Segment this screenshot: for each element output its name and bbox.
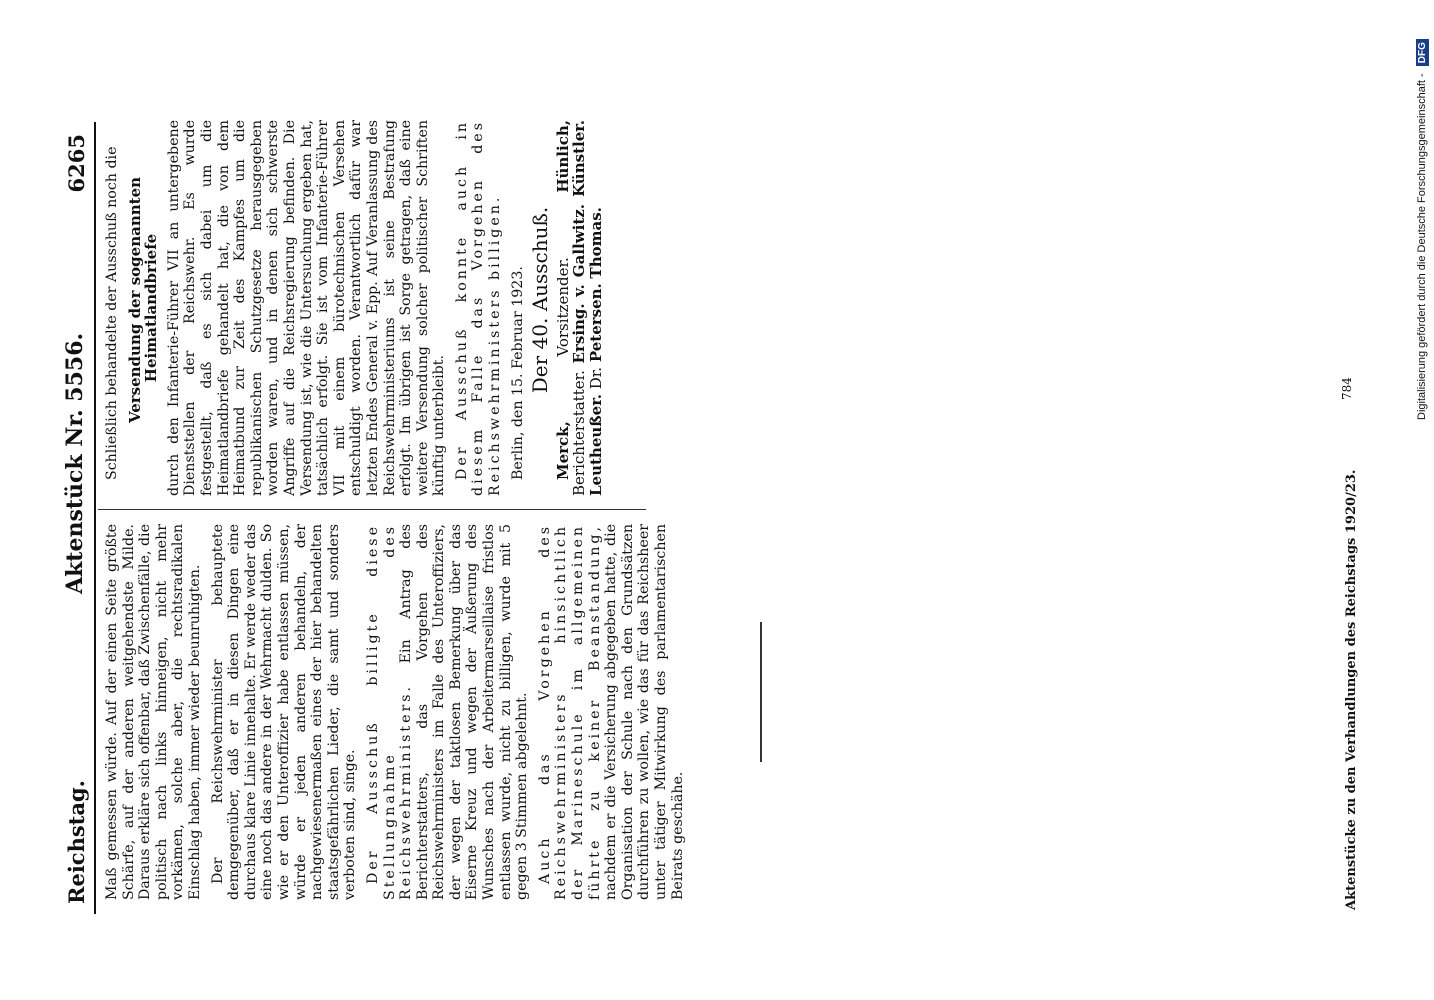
page-header — [56, 134, 96, 904]
paragraph: Maß gemessen würde. Auf der einen Seite größte Schärfe, auf der anderen weitgehendste Milde. Daraus erkläre sich offenbar, daß Zwischenfälle, die politisch nach links hinneigen, nicht mehr vorkämen, solche aber, die rechtsradikalen Einschlag haben, immer wieder beunruhigten. — [104, 524, 203, 900]
paragraph — [365, 524, 531, 900]
member-role: Berichterstatter. — [570, 370, 589, 496]
member-name: Merck, — [553, 421, 572, 480]
section-heading: Versendung der sogenannten Heimatlandbriefe — [125, 176, 161, 424]
header-left: Reichstag. — [64, 780, 89, 904]
header-title: Aktenstück Nr. 5556. — [62, 332, 88, 594]
paragraph-text: nachdem er die Versicherung abgegeben hatte, die Organisation der Schule nach den Grundsätzen durchführen zu wollen, wie das für das Reichsheer unter tätiger Mitwirkung des parlamentarischen Beirats geschähe. — [603, 524, 686, 900]
spaced-text: Der Ausschuß billigte diese Stellungnahme des Reichswehrministers. — [364, 524, 415, 900]
member-name: v. Gallwitz. Künstler. Leutheußer. — [570, 120, 606, 496]
paragraph: Der Reichswehrminister behauptete demgegenüber, daß er in diesen Dingen eine durchaus klare Linie innehalte. Er werde weder das eine noch das andere in der Wehrmacht dulden. So wie er den Unteroffizier habe entlassen müssen, würde er jeden anderen behandeln, der nachgewiesenermaßen eines der hier behandelten staatsgefährlichen Lieder, die samt und sonders verboten sind, singe. — [209, 524, 359, 900]
digitization-text: Digitalisierung gefördert durch die Deutsche Forschungsgemeinschaft - — [1416, 73, 1428, 420]
paragraph-text: Ein Antrag des Berichterstatters, das Vorgehen des Reichswehrministers im Falle des Unteroffiziers, der wegen der taktlosen Bemerkung über das Eiserne Kreuz und wegen der Äußerung des Wunsches nach der Arbeitermarseillaise fristlos entlassen wurde, nicht zu billigen, wurde mit 5 gegen 3 Stimmen abgelehnt. — [398, 524, 531, 900]
paragraph: Der Ausschuß konnte auch in diesem Falle das Vorgehen des Reichswehrministers billigen. — [453, 120, 504, 496]
page-number: 784 — [1340, 377, 1354, 400]
paragraph: durch den Infanterie-Führer VII an untergebene Dienststellen der Reichswehr. Es wurde festgestellt, daß es sich dabei um die Heimatlandbriefe gehandelt hat, die von dem Heimatbund zur Zeit des Kampfes um die republikanischen Schutzgesetze herausgegeben worden waren, und in denen sich schwerste Angriffe auf die Reichsregierung befinden. Die Versendung ist, wie die Untersuchung ergeben hat, tatsächlich erfolgt. Sie ist vom Infanterie-Führer VII mit einem bürotechnischen Versehen entschuldigt worden. Verantwortlich dafür war letzten Endes General v. Epp. Auf Veranlassung des Reichswehrministeriums ist seine Bestrafung erfolgt. Im übrigen ist Sorge getragen, daß eine weitere Versendung solcher politischer Schriften künftig unterbleibt. — [165, 120, 448, 496]
member-list — [555, 120, 605, 496]
member-name: Ersing. — [570, 303, 589, 364]
member-role: Vorsitzender. — [553, 257, 572, 357]
member-title: Dr. — [587, 366, 606, 390]
member-name: Hünlich, — [553, 120, 572, 193]
dfg-logo: DFG — [1416, 39, 1429, 66]
committee-title: Der 40. Ausschuß. — [528, 206, 553, 394]
paragraph — [537, 524, 686, 900]
left-column — [104, 524, 692, 900]
spaced-text: Auch das Vorgehen des Reichswehrministers hinsichtlich der Marineschule im allgemeinen führte zu keiner Beanstandung, — [536, 524, 603, 900]
member-name: Thomas. — [587, 207, 606, 279]
source-footer: Aktenstücke zu den Verhandlungen des Reichstags 1920/23. — [1344, 469, 1359, 910]
member-name: Petersen. — [587, 283, 606, 363]
right-column — [104, 120, 611, 496]
digitization-note — [1416, 39, 1429, 420]
header-page-number: 6265 — [64, 134, 89, 193]
stray-mark — [760, 622, 762, 762]
date-line: Berlin, den 15. Februar 1923. — [509, 266, 526, 480]
paragraph: Schließlich behandelte der Ausschuß noch die — [104, 146, 120, 480]
column-divider — [98, 509, 646, 510]
header-rule — [94, 122, 96, 914]
